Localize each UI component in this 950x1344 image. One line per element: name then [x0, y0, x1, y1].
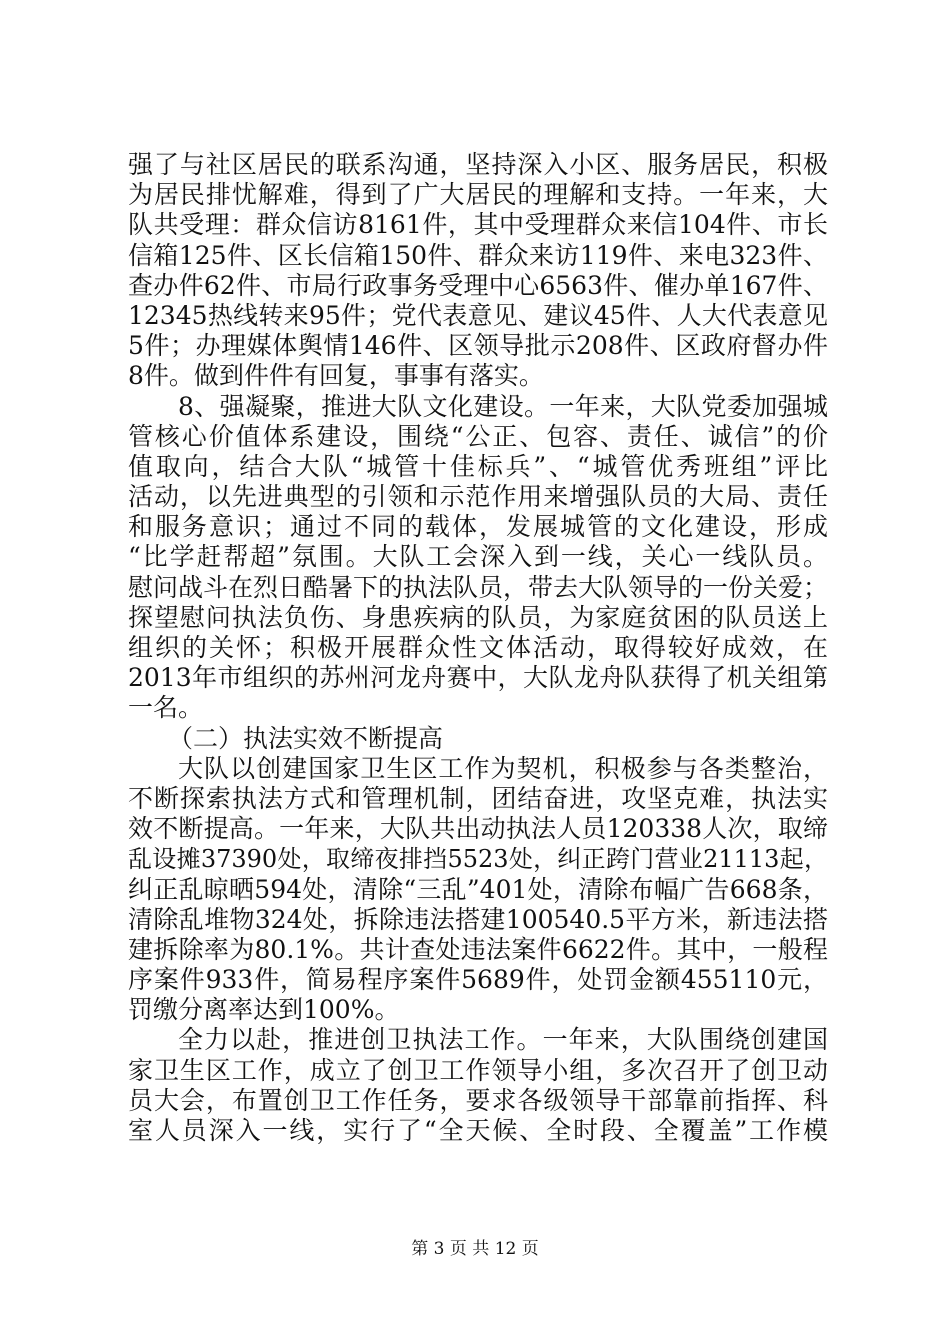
text-line: 室人员深入一线，实行了“全天候、全时段、全覆盖”工作模 [128, 1116, 828, 1145]
document-body [128, 150, 828, 1146]
text-line: 建拆除率为80.1%。共计查处违法案件6622件。其中，一般程 [128, 934, 828, 964]
text-line: 12345热线转来95件；党代表意见、建议45件、人大代表意见 [128, 300, 828, 330]
text-line: 5件；办理媒体舆情146件、区领导批示208件、区政府督办件 [128, 331, 828, 361]
paragraph [128, 754, 828, 1026]
text-line: 8、强凝聚，推进大队文化建设。一年来，大队党委加强城 [178, 391, 828, 421]
text-line: 全力以赴，推进创卫执法工作。一年来，大队围绕创建国 [178, 1025, 828, 1055]
text-line: 序案件933件，简易程序案件5689件，处罚金额455110元， [128, 965, 828, 995]
text-line: 不断探索执法方式和管理机制，团结奋进，攻坚克难，执法实 [128, 783, 828, 813]
text-line: 管核心价值体系建设，围绕“公正、包容、责任、诚信”的价 [128, 421, 828, 451]
section-heading: （二）执法实效不断提高 [168, 723, 444, 753]
text-line: 大队以创建国家卫生区工作为契机，积极参与各类整治， [178, 753, 828, 783]
text-line: 清除乱堆物324处，拆除违法搭建100540.5平方米，新违法搭 [128, 904, 828, 934]
text-line: 查办件62件、市局行政事务受理中心6563件、催办单167件、 [128, 270, 828, 300]
text-line: 组织的关怀；积极开展群众性文体活动，取得较好成效，在 [128, 633, 828, 662]
text-line: 强了与社区居民的联系沟通，坚持深入小区、服务居民，积极 [128, 150, 828, 179]
text-line: “比学赶帮超”氛围。大队工会深入到一线，关心一线队员。 [128, 542, 828, 572]
text-line: 为居民排忧解难，得到了广大居民的理解和支持。一年来，大 [128, 180, 828, 210]
text-line: 信箱125件、区长信箱150件、群众来访119件、来电323件、 [128, 240, 828, 270]
text-line: 家卫生区工作，成立了创卫工作领导小组，多次召开了创卫动 [128, 1055, 828, 1085]
text-line: 员大会，布置创卫工作任务，要求各级领导干部靠前指挥、科 [128, 1085, 828, 1115]
text-line: 8件。做到件件有回复，事事有落实。 [128, 361, 544, 391]
paragraph [128, 150, 828, 392]
text-line: 一名。 [128, 693, 204, 723]
text-line: 效不断提高。一年来，大队共出动执法人员120338人次，取缔 [128, 814, 828, 844]
text-line: 队共受理：群众信访8161件，其中受理群众来信104件、市长 [128, 210, 828, 240]
text-line: 罚缴分离率达到100%。 [128, 995, 400, 1025]
page-number-footer: 第 3 页 共 12 页 [411, 1239, 539, 1259]
text-line: 乱设摊37390处，取缔夜排挡5523处，纠正跨门营业21113起， [128, 845, 828, 874]
text-line: 慰问战斗在烈日酷暑下的执法队员，带去大队领导的一份关爱； [128, 572, 829, 602]
text-line: 2013年市组织的苏州河龙舟赛中，大队龙舟队获得了机关组第 [128, 663, 828, 693]
paragraph [128, 1025, 828, 1146]
text-line: 纠正乱晾晒594处，清除“三乱”401处，清除布幅广告668条， [128, 874, 828, 904]
text-line: 值取向，结合大队“城管十佳标兵”、“城管优秀班组”评比 [128, 451, 828, 481]
text-line: 活动，以先进典型的引领和示范作用来增强队员的大局、责任 [128, 482, 828, 512]
text-line: 探望慰问执法负伤、身患疾病的队员，为家庭贫困的队员送上 [128, 602, 828, 632]
text-line: 和服务意识；通过不同的载体，发展城管的文化建设，形成 [128, 512, 828, 542]
paragraph [128, 392, 828, 724]
